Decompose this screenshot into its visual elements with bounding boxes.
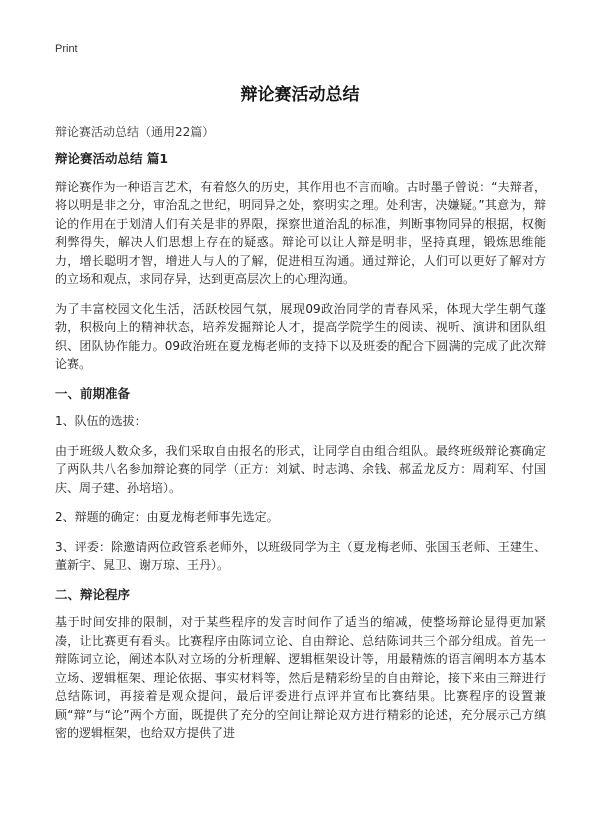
print-link[interactable]: Print xyxy=(55,43,78,55)
page-title: 辩论赛活动总结 xyxy=(240,85,360,105)
section-title: 辩论赛活动总结 篇1 xyxy=(55,151,169,166)
paragraph-purpose: 为了丰富校园文化生活，活跃校园气氛，展现09政治同学的青春风采，体现大学生朝气蓬勃，积极向上的精神状态，培养发掘辩论人才，提高学院学生的阅读、视听、演讲和团队组织、团队协作能力。09政治班在夏龙梅老师的支持下以及班委的配合下圆满的完成了此次辩论赛。 xyxy=(55,301,546,371)
list-item-topic: 2、辩题的确定：由夏龙梅老师事先选定。 xyxy=(55,510,279,524)
list-item-team-selection: 1、队伍的选拔： xyxy=(55,414,147,428)
heading-preparation: 一、前期准备 xyxy=(55,385,131,401)
paragraph-procedure: 基于时间安排的限制，对于某些程序的发言时间作了适当的缩减，使整场辩论显得更加紧凑，让比赛更有看头。比赛程序由陈词立论、自由辩论、总结陈词共三个部分组成。首先一辩陈词立论，阐述本队对立场的分析理解、逻辑框架设计等，用最精炼的语言阐明本方基本立场、逻辑框架、理论依据、事实材料等，然后是精彩纷呈的自由辩论，接下来由三辩进行总结陈词，再接着是观众提问，最后评委进行点评并宣布比赛结果。比赛程序的设置兼顾“辩”与“论”两个方面，既提供了充分的空间让辩论双方进行精彩的论述，充分展示己方缜密的逻辑框架，也给双方提供了进 xyxy=(55,615,546,740)
paragraph-team-selection: 由于班级人数众多，我们采取自由报名的形式，让同学自由组合组队。最终班级辩论赛确定了两队共八名参加辩论赛的同学（正方：刘斌、时志鸿、余钱、郝孟龙反方：周莉军、付国庆、周子建、孙培培）。 xyxy=(55,443,546,495)
document-subtitle: 辩论赛活动总结（通用22篇） xyxy=(55,125,215,139)
article-body xyxy=(55,150,546,754)
heading-procedure: 二、辩论程序 xyxy=(55,586,131,602)
list-item-judges: 3、评委：除邀请两位政管系老师外，以班级同学为主（夏龙梅老师、张国玉老师、王建生、董新宇、晁卫、谢万琼、王丹）。 xyxy=(55,539,546,572)
paragraph-intro: 辩论赛作为一种语言艺术，有着悠久的历史，其作用也不言而喻。古时墨子曾说：“夫辩者，将以明是非之分，审治乱之世纪，明同异之处，察明实之理。处利害，决嫌疑。”其意为，辩论的作用在于划清人们有关是非的界限，探察世道治乱的标准，判断事物同异的根据，权衡利弊得失，解决人们思想上存在的疑惑。辩论可以让人辩是明非，坚持真理，锻炼思维能力，增长聪明才智，增进人与人的了解，促进相互沟通。通过辩论，人们可以更好了解对方的立场和观点，求同存异，达到更高层次上的心理沟通。 xyxy=(55,179,546,286)
